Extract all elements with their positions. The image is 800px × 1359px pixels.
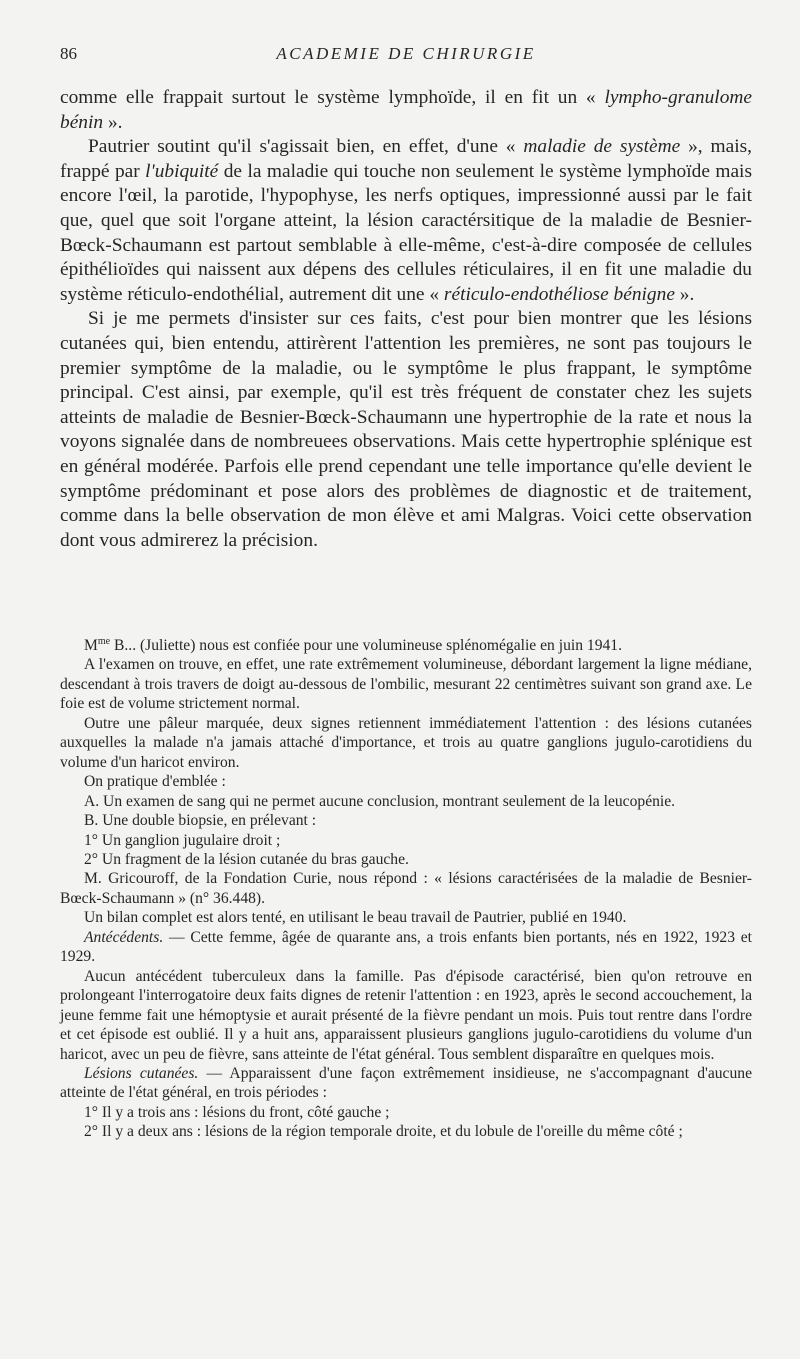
observation-paragraph: 1° Un ganglion jugulaire droit ; — [84, 831, 281, 849]
page-header — [60, 44, 752, 66]
observation-paragraph: Lésions cutanées. — Apparaissent d'une façon extrêmement insidieuse, ne s'accompagnant d'aucune atteinte de l'état général, en trois périodes : — [60, 1064, 752, 1102]
paragraph: Pautrier soutint qu'il s'agissait bien, en effet, d'une « maladie de système », mais, frappé par l'ubiquité de la maladie qui touche non seulement le système lymphoïde mais encore l'œil, la parotide, l'hypophyse, les nerfs optiques, impressionné aussi par le fait que, quel que soit l'organe atteint, la lésion caractérsitique de la maladie de Besnier-Bœck-Schaumann est partout semblable à elle-même, c'est-à-dire composée de cellules épithélioïdes qui naissent aux dépens des cellules réticulaires, il en fit une maladie du système réticulo-endothélial, autrement dit une « réticulo-endothéliose bénigne ». — [60, 136, 752, 305]
observation-paragraph: 1° Il y a trois ans : lésions du front, côté gauche ; — [84, 1103, 390, 1121]
main-text — [60, 86, 752, 553]
observation-paragraph: Outre une pâleur marquée, deux signes retiennent immédiatement l'attention : des lésions cutanées auxquelles la malade n'a jamais attaché d'importance, et trois au quatre ganglions jugulo-carotidiens du volume d'un haricot environ. — [60, 714, 752, 771]
observation-paragraph: M. Gricouroff, de la Fondation Curie, nous répond : « lésions caractérisées de la maladie de Besnier-Bœck-Schaumann » (n° 36.448). — [60, 870, 752, 907]
observation-paragraph: A. Un examen de sang qui ne permet aucune conclusion, montrant seulement de la leucopénie. — [84, 792, 676, 810]
observation-paragraph: 2° Un fragment de la lésion cutanée du bras gauche. — [84, 850, 409, 868]
observation-paragraph: A l'examen on trouve, en effet, une rate extrêmement volumineuse, débordant largement la ligne médiane, descendant à trois travers de doigt au-dessous de l'ombilic, mesurant 22 centimètres suivant son grand axe. Le foie est de volume strictement normal. — [60, 656, 752, 713]
observation-paragraph: Aucun antécédent tuberculeux dans la famille. Pas d'épisode caractérisé, bien qu'on retrouve en prolongeant l'interrogatoire deux faits dignes de retenir l'attention : en 1923, après le second accouchement, la jeune femme fait une hémoptysie et aurait présenté de la fièvre pendant un mois. Puis tout rentre dans l'ordre et cet épisode est oublié. Il y a huit ans, apparaissent plusieurs ganglions jugulo-carotidiens du volume d'un haricot, avec un peu de fièvre, sans atteinte de l'état général. Tous semblent disparaître en quelques mois. — [60, 967, 752, 1063]
observation-paragraph: B. Une double biopsie, en prélevant : — [84, 812, 317, 830]
observation-paragraph: Antécédents. — Cette femme, âgée de quarante ans, a trois enfants bien portants, nés en 1922, 1923 et 1929. — [60, 928, 752, 966]
observation-paragraph: On pratique d'emblée : — [84, 773, 226, 791]
page-number: 86 — [60, 44, 77, 63]
observation-paragraph: Un bilan complet est alors tenté, en utilisant le beau travail de Pautrier, publié en 1940. — [84, 909, 627, 927]
observation-paragraph: 2° Il y a deux ans : lésions de la région temporale droite, et du lobule de l'oreille du même côté ; — [84, 1123, 683, 1141]
paragraph: Si je me permets d'insister sur ces faits, c'est pour bien montrer que les lésions cutanées qui, bien entendu, attirèrent l'attention les premières, ne sont pas toujours le premier symptôme de la maladie, ou le symptôme le plus frappant, le symptôme principal. C'est ainsi, par exemple, qu'il est très fréquent de constater chez les sujets atteints de maladie de Besnier-Bœck-Schaumann une hypertrophie de la rate et nous la voyons signalée dans de nombreuees observations. Mais cette hypertrophie splénique est en général modérée. Parfois elle prend cependant une telle importance qu'elle devient le symptôme prédominant et pose alors des problèmes de diagnostic et de traitement, comme dans la belle observation de mon élève et ami Malgras. Voici cette observation dont vous admirerez la précision. — [60, 308, 752, 551]
paragraph: comme elle frappait surtout le système lymphoïde, il en fit un « lympho-granulome bénin ». — [60, 87, 752, 133]
case-observation — [60, 636, 752, 1142]
observation-paragraph: $M^{me}$ B... (Juliette) nous est confiée pour une volumineuse splénomégalie en juin 1941. — [84, 635, 622, 654]
running-title: ACADEMIE DE CHIRURGIE — [276, 44, 536, 63]
